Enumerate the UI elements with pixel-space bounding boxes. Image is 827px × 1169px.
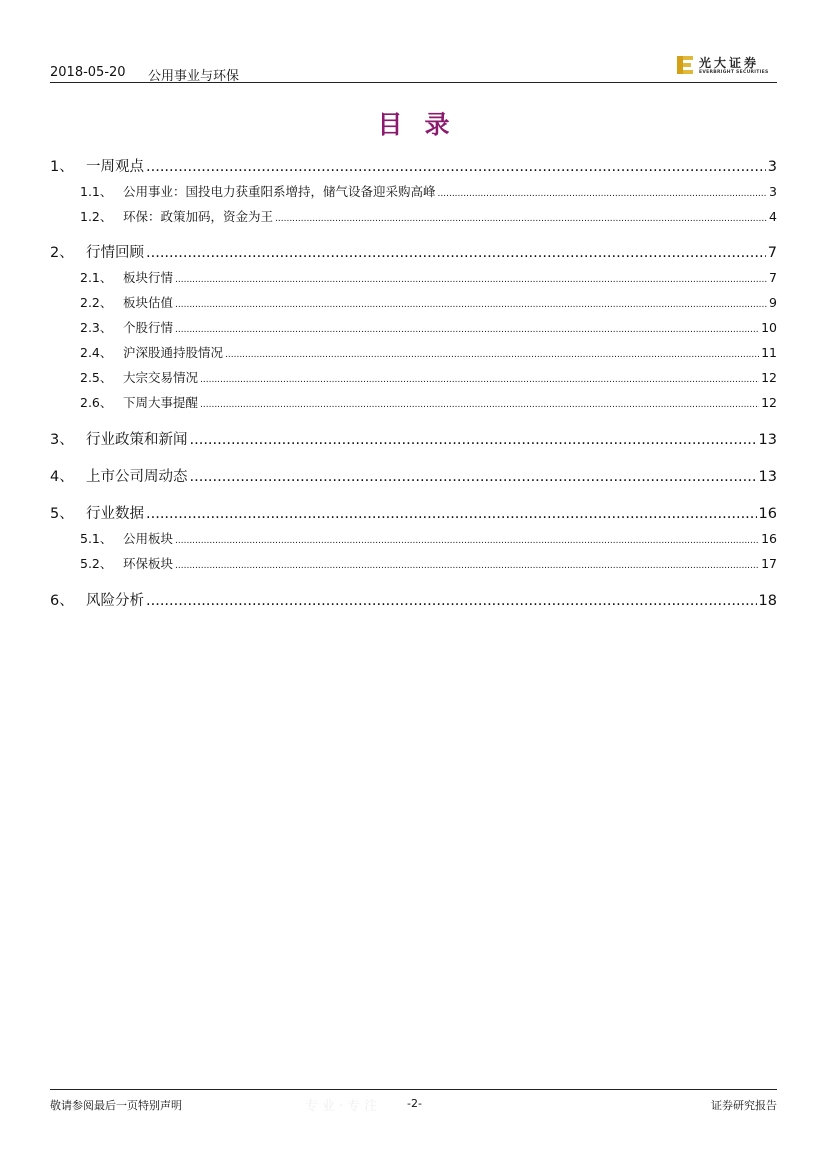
everbright-logo (677, 54, 777, 80)
toc-entry[interactable] (50, 465, 777, 486)
toc-entry[interactable] (80, 529, 777, 547)
watermark: 专业·专注 (305, 1099, 382, 1114)
toc-leader-dots (190, 432, 757, 448)
toc-entry-page: 13 (758, 432, 777, 448)
toc-entry-title: 上市公司周动态 (86, 469, 188, 485)
toc-leader-dots (275, 214, 767, 224)
logo-text-en: EVERBRIGHT SECURITIES (699, 70, 769, 75)
toc-entry[interactable] (80, 293, 777, 311)
toc-entry-page: 12 (761, 395, 777, 410)
toc-entry-title: 行情回顾 (86, 245, 144, 261)
toc-entry[interactable] (80, 268, 777, 286)
toc-entry-page: 4 (769, 209, 777, 224)
toc-entry[interactable] (50, 155, 777, 176)
toc-entry-title: 大宗交易情况 (123, 370, 199, 385)
toc-entry-title: 下周大事提醒 (123, 395, 199, 410)
toc-leader-dots (146, 159, 766, 175)
toc-entry[interactable] (50, 241, 777, 262)
toc-leader-dots (175, 275, 767, 285)
toc-entry-title: 沪深股通持股情况 (123, 345, 224, 360)
toc-leader-dots (200, 400, 759, 410)
toc-entry[interactable] (80, 343, 777, 361)
logo-text-cn: 光大证券 (699, 56, 760, 70)
toc-leader-dots (225, 350, 759, 360)
toc-entry-title: 风险分析 (86, 593, 144, 609)
toc-entry-number: 5、 (50, 506, 74, 522)
toc-entry-number: 6、 (50, 593, 74, 609)
toc-entry-title: 个股行情 (123, 320, 174, 335)
toc-entry-page: 16 (761, 531, 777, 546)
toc-leader-dots (146, 506, 757, 522)
toc-entry[interactable] (50, 428, 777, 449)
toc-entry-number: 2.4、 (80, 345, 113, 360)
header-divider (50, 82, 777, 83)
toc-entry-number: 2.2、 (80, 295, 113, 310)
toc-leader-dots (175, 561, 759, 571)
toc-entry-title: 公用板块 (123, 531, 174, 546)
toc-entry-page: 10 (761, 320, 777, 335)
toc-entry[interactable] (50, 502, 777, 523)
toc-entry[interactable] (80, 393, 777, 411)
toc-entry-number: 2.1、 (80, 270, 113, 285)
toc-entry-number: 2.6、 (80, 395, 113, 410)
toc-entry[interactable] (80, 182, 777, 200)
toc-entry-page: 7 (769, 270, 777, 285)
toc-entry-number: 2、 (50, 245, 74, 261)
toc-entry-title: 环保板块 (123, 556, 174, 571)
page-header (50, 56, 777, 84)
toc-entry-page: 17 (761, 556, 777, 571)
toc-entry-number: 5.2、 (80, 556, 113, 571)
toc-entry-title: 一周观点 (86, 159, 144, 175)
report-date: 2018-05-20 (50, 65, 126, 80)
toc-entry-number: 1.1、 (80, 184, 113, 199)
toc-entry-number: 5.1、 (80, 531, 113, 546)
toc-leader-dots (175, 325, 759, 335)
everbright-logo-icon (677, 56, 693, 74)
toc-leader-dots (200, 375, 759, 385)
disclaimer-note: 敬请参阅最后一页特别声明 (50, 1099, 182, 1112)
toc-entry[interactable] (80, 368, 777, 386)
toc-entry[interactable] (80, 318, 777, 336)
toc-entry-title: 行业政策和新闻 (86, 432, 188, 448)
toc-title: 目录 (377, 110, 472, 139)
toc-entry-number: 1、 (50, 159, 74, 175)
toc-entry[interactable] (50, 589, 777, 610)
toc-entry-page: 7 (767, 245, 777, 261)
toc-entry-number: 2.3、 (80, 320, 113, 335)
toc-entry-page: 11 (761, 345, 777, 360)
toc-entry-title: 公用事业：国投电力获重阳系增持，储气设备迎采购高峰 (123, 184, 436, 199)
page-number: -2- (407, 1097, 422, 1110)
toc-entry-page: 18 (758, 593, 777, 609)
toc-entry-number: 4、 (50, 469, 74, 485)
toc-leader-dots (175, 536, 759, 546)
toc-entry-page: 12 (761, 370, 777, 385)
toc-entry-page: 3 (767, 159, 777, 175)
toc-leader-dots (190, 469, 757, 485)
toc-entry-number: 3、 (50, 432, 74, 448)
toc-leader-dots (175, 300, 767, 310)
toc-entry-title: 行业数据 (86, 506, 144, 522)
toc-entry[interactable] (80, 207, 777, 225)
toc-entry-number: 2.5、 (80, 370, 113, 385)
toc-leader-dots (146, 593, 757, 609)
toc-entry-title: 板块估值 (123, 295, 174, 310)
toc-leader-dots (146, 245, 766, 261)
toc-entry-page: 16 (758, 506, 777, 522)
report-subject: 公用事业与环保 (148, 69, 240, 84)
toc-entry-title: 环保：政策加码，资金为王 (123, 209, 274, 224)
toc-entry-number: 1.2、 (80, 209, 113, 224)
report-type: 证券研究报告 (711, 1099, 777, 1112)
toc-entry-page: 9 (769, 295, 777, 310)
toc-entry-page: 3 (769, 184, 777, 199)
toc-entry[interactable] (80, 554, 777, 572)
toc-entry-page: 13 (758, 469, 777, 485)
footer-divider (50, 1089, 777, 1090)
toc-entry-title: 板块行情 (123, 270, 174, 285)
toc-leader-dots (438, 189, 768, 199)
